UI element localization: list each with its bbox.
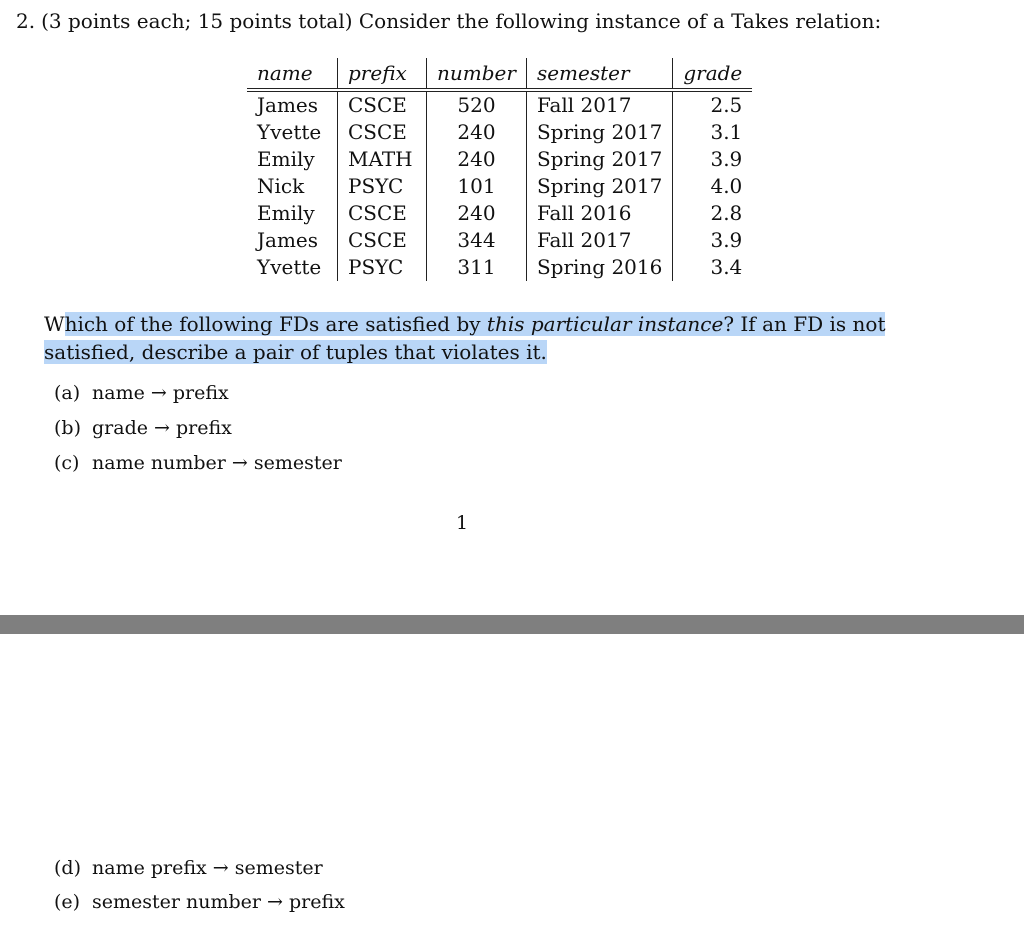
fd-item-c xyxy=(54,452,342,474)
cell-grade: 2.8 xyxy=(710,201,743,225)
fd-label: (b) xyxy=(54,417,81,439)
cell-grade: 4.0 xyxy=(710,174,743,198)
fd-text: name number → semester xyxy=(92,452,342,474)
cell-prefix: PSYC xyxy=(338,254,427,281)
selected-text-part2: ? If an FD is not satisfied, describe a pair of tuples that violates it. xyxy=(44,312,886,364)
instruction-paragraph[interactable] xyxy=(44,310,974,366)
column-header-prefix: prefix xyxy=(338,58,427,90)
cell-prefix: CSCE xyxy=(338,200,427,227)
cell-number: 344 xyxy=(427,227,527,254)
cell-number: 240 xyxy=(427,200,527,227)
table-row xyxy=(247,227,752,254)
cell-prefix: CSCE xyxy=(338,227,427,254)
fd-text: name → prefix xyxy=(92,382,229,404)
cell-name: Nick xyxy=(247,173,338,200)
question-number: 2. xyxy=(16,9,36,33)
fd-label: (d) xyxy=(54,857,81,879)
cell-number: 240 xyxy=(427,146,527,173)
cell-prefix: PSYC xyxy=(338,173,427,200)
page-number: 1 xyxy=(456,512,469,534)
cell-grade: 3.9 xyxy=(710,147,743,171)
fd-text: name prefix → semester xyxy=(92,857,323,879)
cell-number: 101 xyxy=(427,173,527,200)
page-separator xyxy=(0,615,1024,634)
cell-grade: 3.4 xyxy=(710,255,743,279)
fd-item-a xyxy=(54,382,229,404)
takes-relation-table xyxy=(247,58,752,281)
cell-name: Emily xyxy=(247,200,338,227)
cell-name: Yvette xyxy=(247,254,338,281)
selected-text-part1: hich of the following FDs are satisfied by xyxy=(64,312,487,336)
cell-semester: Spring 2017 xyxy=(526,119,672,146)
cell-number: 311 xyxy=(427,254,527,281)
cell-number: 520 xyxy=(427,90,527,119)
table-row xyxy=(247,173,752,200)
cell-semester: Spring 2017 xyxy=(526,173,672,200)
question-text: (3 points each; 15 points total) Consider the following instance of a Takes relation: xyxy=(41,9,882,33)
cell-semester: Fall 2016 xyxy=(526,200,672,227)
table-row xyxy=(247,200,752,227)
column-header-name: name xyxy=(247,58,338,90)
fd-item-b xyxy=(54,417,232,439)
table-row xyxy=(247,254,752,281)
question-header xyxy=(16,9,881,33)
cell-grade: 3.9 xyxy=(710,228,743,252)
fd-label: (e) xyxy=(54,891,81,913)
cell-prefix: MATH xyxy=(338,146,427,173)
cell-grade: 3.1 xyxy=(710,120,743,144)
cell-name: Yvette xyxy=(247,119,338,146)
cell-name: James xyxy=(247,90,338,119)
fd-item-d xyxy=(54,857,323,879)
table-row xyxy=(247,146,752,173)
fd-label: (a) xyxy=(54,382,81,404)
fd-item-e xyxy=(54,891,345,913)
table-row xyxy=(247,119,752,146)
table-header-row xyxy=(247,58,752,90)
fd-text: semester number → prefix xyxy=(92,891,345,913)
cell-semester: Spring 2016 xyxy=(526,254,672,281)
cell-grade: 2.5 xyxy=(710,93,743,117)
cell-name: Emily xyxy=(247,146,338,173)
column-header-grade: grade xyxy=(673,58,752,90)
cell-semester: Spring 2017 xyxy=(526,146,672,173)
fd-label: (c) xyxy=(54,452,80,474)
cell-semester: Fall 2017 xyxy=(526,227,672,254)
cell-name: James xyxy=(247,227,338,254)
fd-text: grade → prefix xyxy=(92,417,232,439)
cell-number: 240 xyxy=(427,119,527,146)
table-row xyxy=(247,90,752,119)
instruction-lead: W xyxy=(44,312,65,336)
column-header-number: number xyxy=(427,58,527,90)
column-header-semester: semester xyxy=(526,58,672,90)
cell-prefix: CSCE xyxy=(338,119,427,146)
selected-text-emphasis: this particular instance xyxy=(486,312,724,336)
cell-semester: Fall 2017 xyxy=(526,90,672,119)
cell-prefix: CSCE xyxy=(338,90,427,119)
